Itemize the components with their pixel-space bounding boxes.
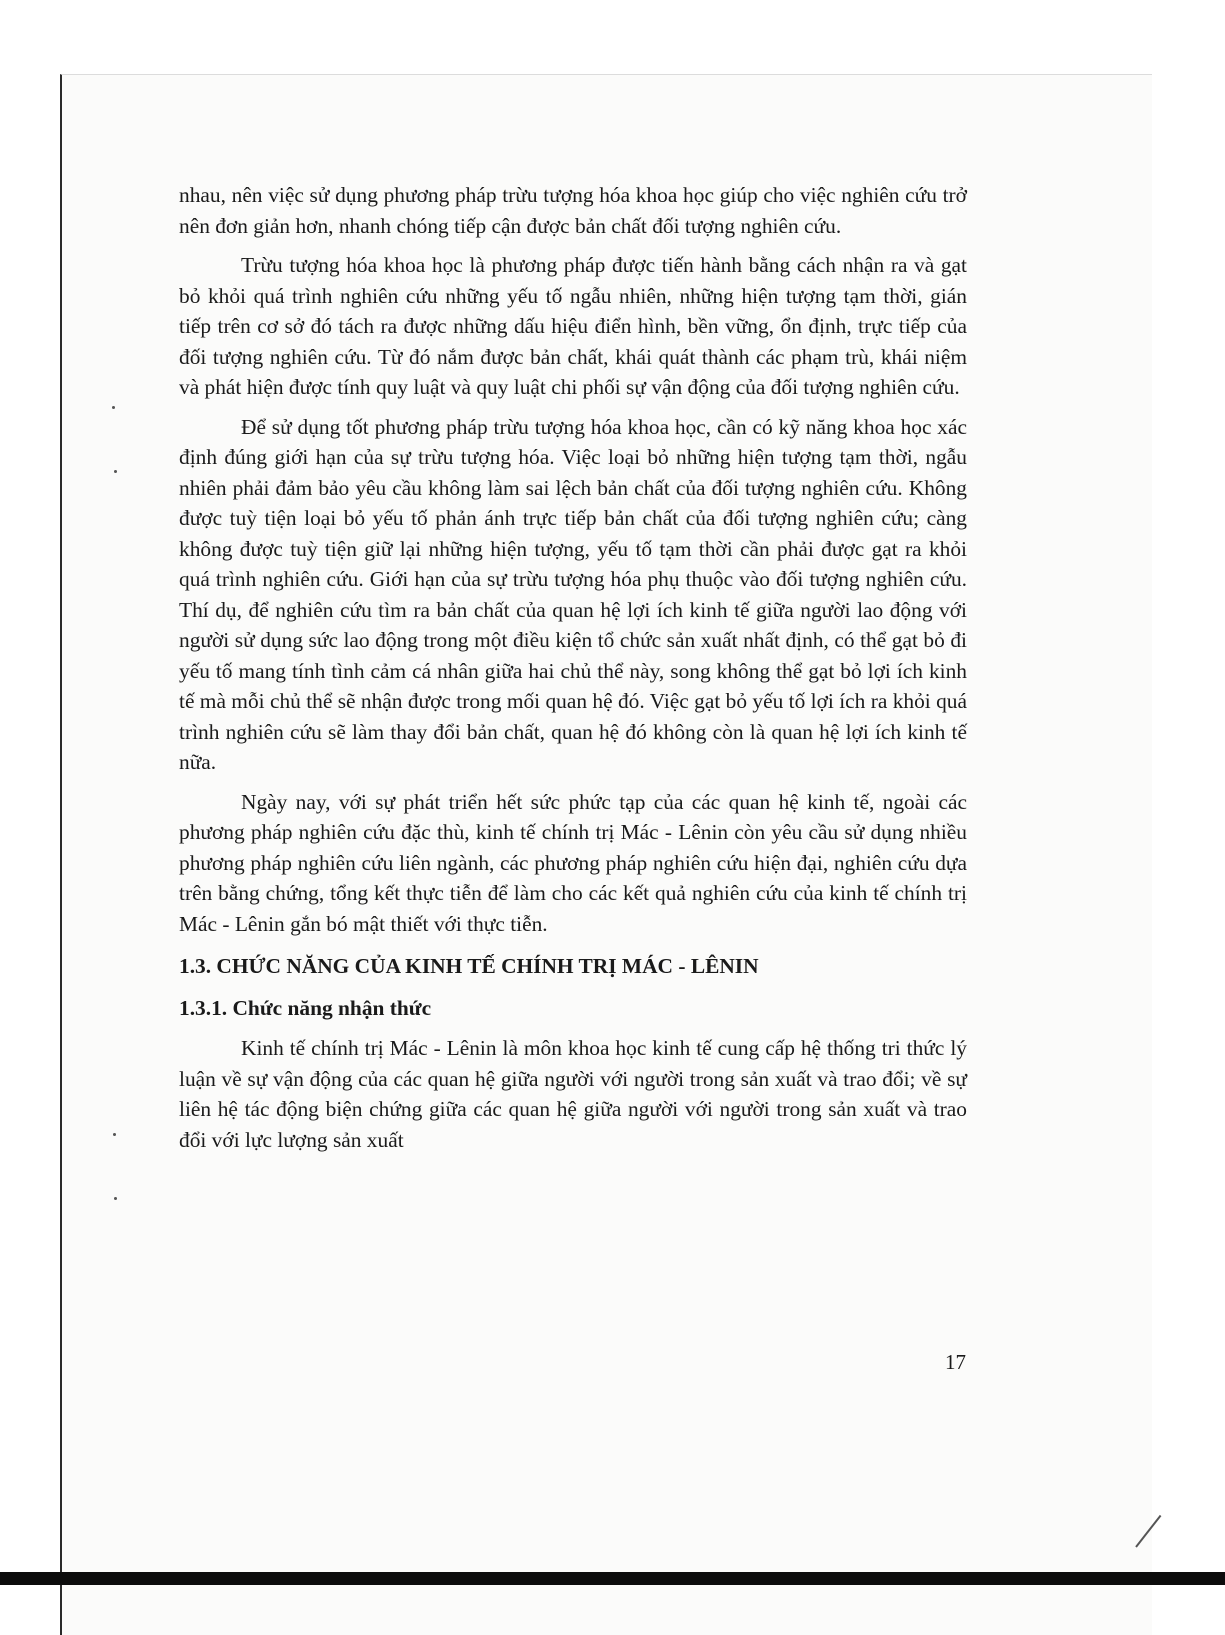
page-body: [179, 180, 967, 1164]
scan-speck: [114, 470, 117, 473]
page-number: 17: [945, 1350, 966, 1374]
scan-edge: [0, 1572, 1225, 1585]
paragraph-5: Kinh tế chính trị Mác - Lênin là môn khoa học kinh tế cung cấp hệ thống tri thức lý luận về sự vận động của các quan hệ giữa người với người trong sản xuất và trao đổi; về sự liên hệ tác động biện chứng giữa các quan hệ giữa người với người trong sản xuất và trao đổi với lực lượng sản xuất: [179, 1036, 967, 1152]
scan-speck: [113, 1133, 116, 1136]
scan-speck: [114, 1197, 117, 1200]
subsection-heading: 1.3.1. Chức năng nhận thức: [179, 996, 432, 1020]
section-heading: 1.3. CHỨC NĂNG CỦA KINH TẾ CHÍNH TRỊ MÁC - LÊNIN: [179, 954, 759, 978]
paragraph-1: nhau, nên việc sử dụng phương pháp trừu tượng hóa khoa học giúp cho việc nghiên cứu trở nên đơn giản hơn, nhanh chóng tiếp cận được bản chất đối tượng nghiên cứu.: [179, 183, 967, 238]
paragraph-2: Trừu tượng hóa khoa học là phương pháp được tiến hành bằng cách nhận ra và gạt bỏ khỏi quá trình nghiên cứu những yếu tố ngẫu nhiên, những hiện tượng tạm thời, gián tiếp trên cơ sở đó tách ra được những dấu hiệu điển hình, bền vững, ổn định, trực tiếp của đối tượng nghiên cứu. Từ đó nắm được bản chất, khái quát thành các phạm trù, khái niệm và phát hiện được tính quy luật và quy luật chi phối sự vận động của đối tượng nghiên cứu.: [179, 253, 967, 399]
paragraph-3: Để sử dụng tốt phương pháp trừu tượng hóa khoa học, cần có kỹ năng khoa học xác định đúng giới hạn của sự trừu tượng hóa. Việc loại bỏ những hiện tượng tạm thời, ngẫu nhiên phải đảm bảo yêu cầu không làm sai lệch bản chất của đối tượng nghiên cứu. Không được tuỳ tiện loại bỏ yếu tố phản ánh trực tiếp bản chất của đối tượng nghiên cứu; càng không được tuỳ tiện giữ lại những hiện tượng, yếu tố tạm thời cần phải được gạt ra khỏi quá trình nghiên cứu. Giới hạn của sự trừu tượng hóa phụ thuộc vào đối tượng nghiên cứu. Thí dụ, để nghiên cứu tìm ra bản chất của quan hệ lợi ích kinh tế giữa người lao động với người sử dụng sức lao động trong một điều kiện tổ chức sản xuất nhất định, có thể gạt bỏ đi yếu tố mang tính tình cảm cá nhân giữa hai chủ thể này, song không thể gạt bỏ lợi ích kinh tế mà mỗi chủ thể sẽ nhận được trong mối quan hệ đó. Việc gạt bỏ yếu tố lợi ích ra khỏi quá trình nghiên cứu sẽ làm thay đổi bản chất, quan hệ đó không còn là quan hệ lợi ích kinh tế nữa.: [179, 414, 967, 774]
paragraph-4: Ngày nay, với sự phát triển hết sức phức tạp của các quan hệ kinh tế, ngoài các phương pháp nghiên cứu đặc thù, kinh tế chính trị Mác - Lênin còn yêu cầu sử dụng nhiều phương pháp nghiên cứu liên ngành, các phương pháp nghiên cứu hiện đại, nghiên cứu dựa trên bằng chứng, tổng kết thực tiễn để làm cho các kết quả nghiên cứu của kinh tế chính trị Mác - Lênin gắn bó mật thiết với thực tiễn.: [179, 789, 967, 936]
scan-speck: [112, 406, 115, 409]
